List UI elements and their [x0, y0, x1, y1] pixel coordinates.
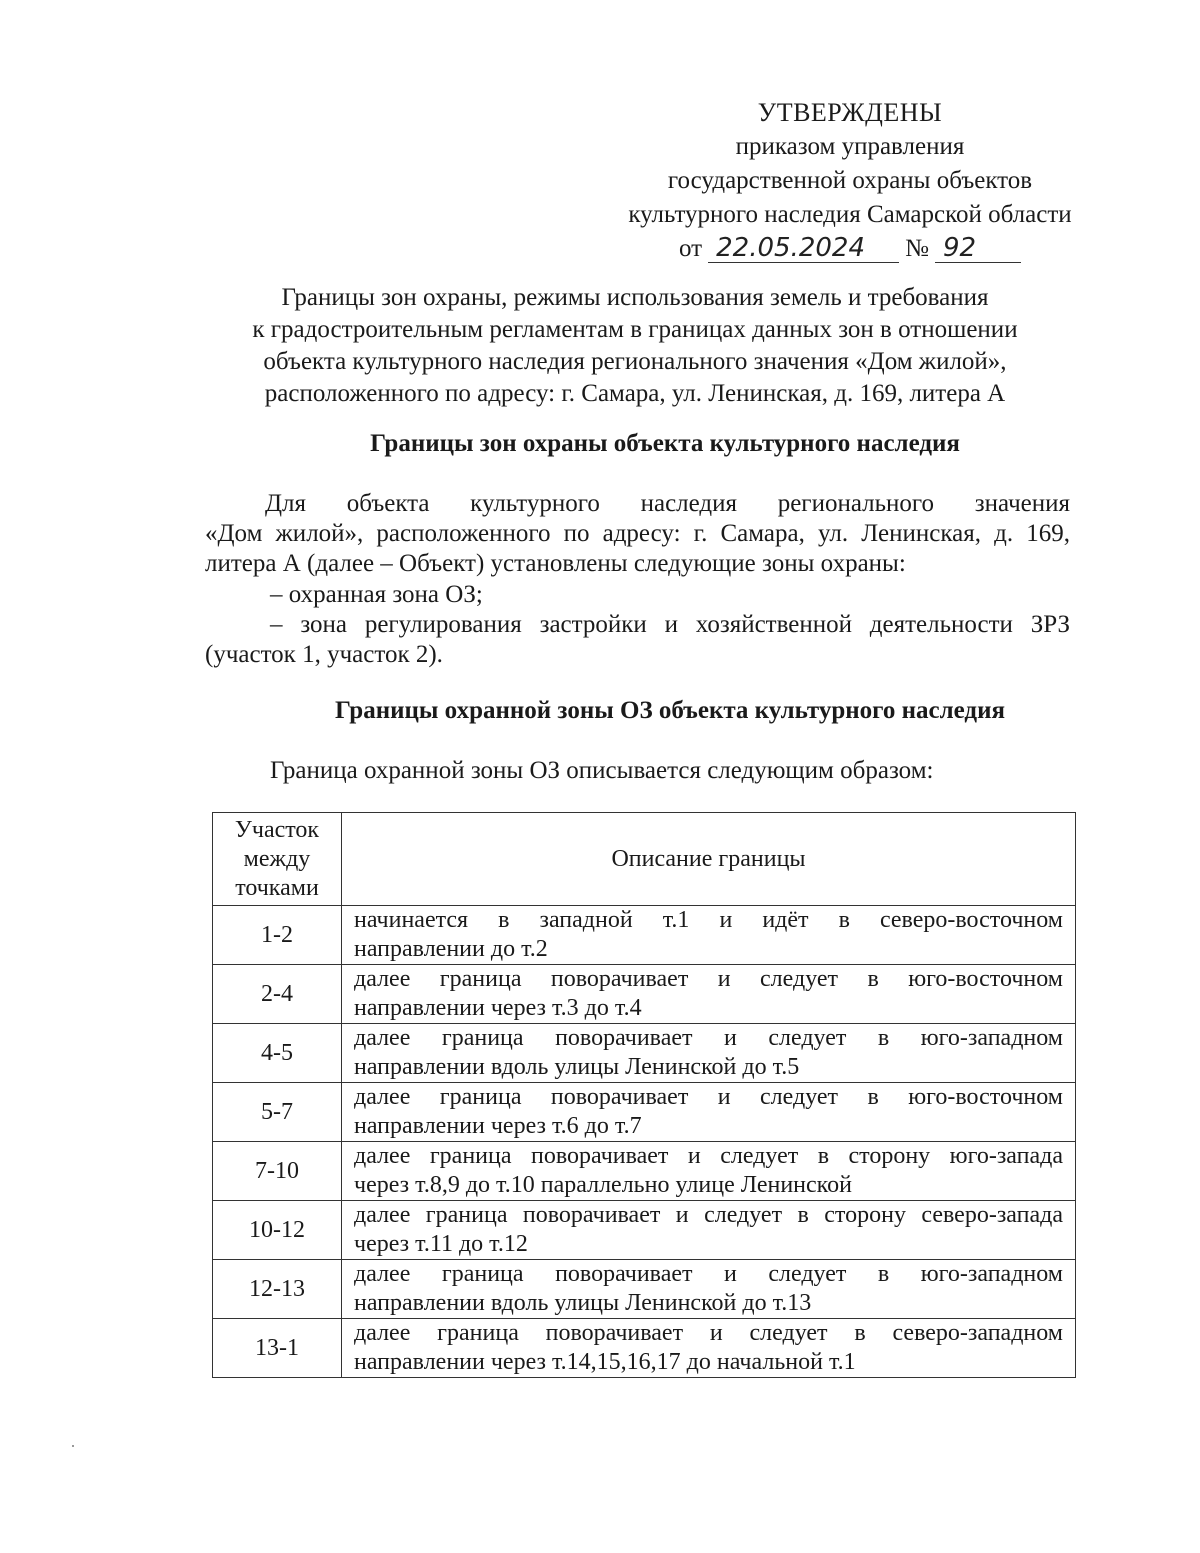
header-line: Участок — [234, 816, 320, 843]
header-line: точками — [235, 874, 319, 901]
table-header-row — [213, 813, 1076, 906]
description-line: далее граница поворачивает и следует в северо-западном — [354, 1320, 1063, 1346]
title-line: расположенного по адресу: г. Самара, ул. Ленинская, д. 169, литера А — [264, 380, 1006, 407]
paragraph-line: «Дом жилой», расположенного по адресу: г. Самара, ул. Ленинская, д. 169, — [205, 520, 1070, 547]
approval-line: культурного наследия Самарской области — [628, 201, 1072, 228]
handwritten-number: 92 — [935, 234, 1021, 263]
segment-cell: 1-2 — [213, 906, 342, 965]
number-prefix: № — [905, 235, 929, 262]
date-prefix: от — [679, 235, 703, 262]
segment-cell: 13-1 — [213, 1319, 342, 1378]
list-item: – зона регулирования застройки и хозяйственной деятельности ЗРЗ — [270, 611, 1070, 638]
description-line: через т.8,9 до т.10 параллельно улице Ленинской — [354, 1172, 852, 1198]
description-line: направлении вдоль улицы Ленинской до т.13 — [354, 1290, 812, 1316]
description-line: далее граница поворачивает и следует в юго-восточном — [354, 1084, 1063, 1110]
description-line: направлении через т.6 до т.7 — [354, 1113, 642, 1139]
header-description: Описание границы — [342, 813, 1076, 906]
description-line: начинается в западной т.1 и идёт в северо-восточном — [354, 907, 1063, 933]
description-cell — [342, 1260, 1076, 1319]
table-row — [213, 1142, 1076, 1201]
segment-cell: 10-12 — [213, 1201, 342, 1260]
document-title — [170, 282, 1100, 410]
description-line: далее граница поворачивает и следует в юго-западном — [354, 1025, 1063, 1051]
approval-line: приказом управления — [735, 133, 965, 160]
description-cell — [342, 1142, 1076, 1201]
segment-cell: 12-13 — [213, 1260, 342, 1319]
segment-cell: 4-5 — [213, 1024, 342, 1083]
table-row — [213, 965, 1076, 1024]
paragraph-line: Для объекта культурного наследия регионального значения — [265, 490, 1070, 517]
description-cell — [342, 965, 1076, 1024]
approval-block — [540, 96, 1160, 266]
handwritten-date: 22.05.2024 — [708, 234, 899, 263]
title-line: объекта культурного наследия регионального значения «Дом жилой», — [263, 348, 1007, 375]
description-cell — [342, 906, 1076, 965]
segment-cell: 5-7 — [213, 1083, 342, 1142]
section-heading-zones: Границы зон охраны объекта культурного наследия — [370, 430, 960, 457]
description-cell — [342, 1319, 1076, 1378]
table-row — [213, 1319, 1076, 1378]
segment-cell: 7-10 — [213, 1142, 342, 1201]
table-row — [213, 1083, 1076, 1142]
description-cell — [342, 1024, 1076, 1083]
list-item: – охранная зона ОЗ; — [270, 581, 483, 608]
scan-artifact — [72, 1445, 74, 1447]
table-intro: Граница охранной зоны ОЗ описывается следующим образом: — [270, 757, 934, 784]
header-segment — [213, 813, 342, 906]
description-line: направлении до т.2 — [354, 936, 548, 962]
description-line: далее граница поворачивает и следует в сторону юго-запада — [354, 1143, 1063, 1169]
segment-cell: 2-4 — [213, 965, 342, 1024]
table-row — [213, 1201, 1076, 1260]
description-line: направлении через т.14,15,16,17 до начальной т.1 — [354, 1349, 856, 1375]
table-row — [213, 1260, 1076, 1319]
header-line: между — [243, 845, 311, 872]
description-line: направлении вдоль улицы Ленинской до т.5 — [354, 1054, 800, 1080]
approval-date-line — [540, 232, 1160, 266]
approval-title: УТВЕРЖДЕНЫ — [757, 98, 943, 127]
description-cell — [342, 1201, 1076, 1260]
description-line: далее граница поворачивает и следует в юго-западном — [354, 1261, 1063, 1287]
description-line: направлении через т.3 до т.4 — [354, 995, 642, 1021]
list-item-continuation: (участок 1, участок 2). — [205, 641, 443, 668]
description-line: далее граница поворачивает и следует в юго-восточном — [354, 966, 1063, 992]
title-line: Границы зон охраны, режимы использования земель и требования — [281, 284, 989, 311]
boundary-table — [212, 812, 1076, 1378]
title-line: к градостроительным регламентам в границах данных зон в отношении — [252, 316, 1018, 343]
section-heading-oz: Границы охранной зоны ОЗ объекта культурного наследия — [334, 697, 1006, 724]
approval-line: государственной охраны объектов — [667, 167, 1033, 194]
description-cell — [342, 1083, 1076, 1142]
table-body — [213, 906, 1076, 1378]
table-row — [213, 1024, 1076, 1083]
description-line: далее граница поворачивает и следует в сторону северо-запада — [354, 1202, 1063, 1228]
table-row — [213, 906, 1076, 965]
paragraph-line: литера А (далее – Объект) установлены следующие зоны охраны: — [205, 550, 906, 577]
description-line: через т.11 до т.12 — [354, 1231, 528, 1257]
